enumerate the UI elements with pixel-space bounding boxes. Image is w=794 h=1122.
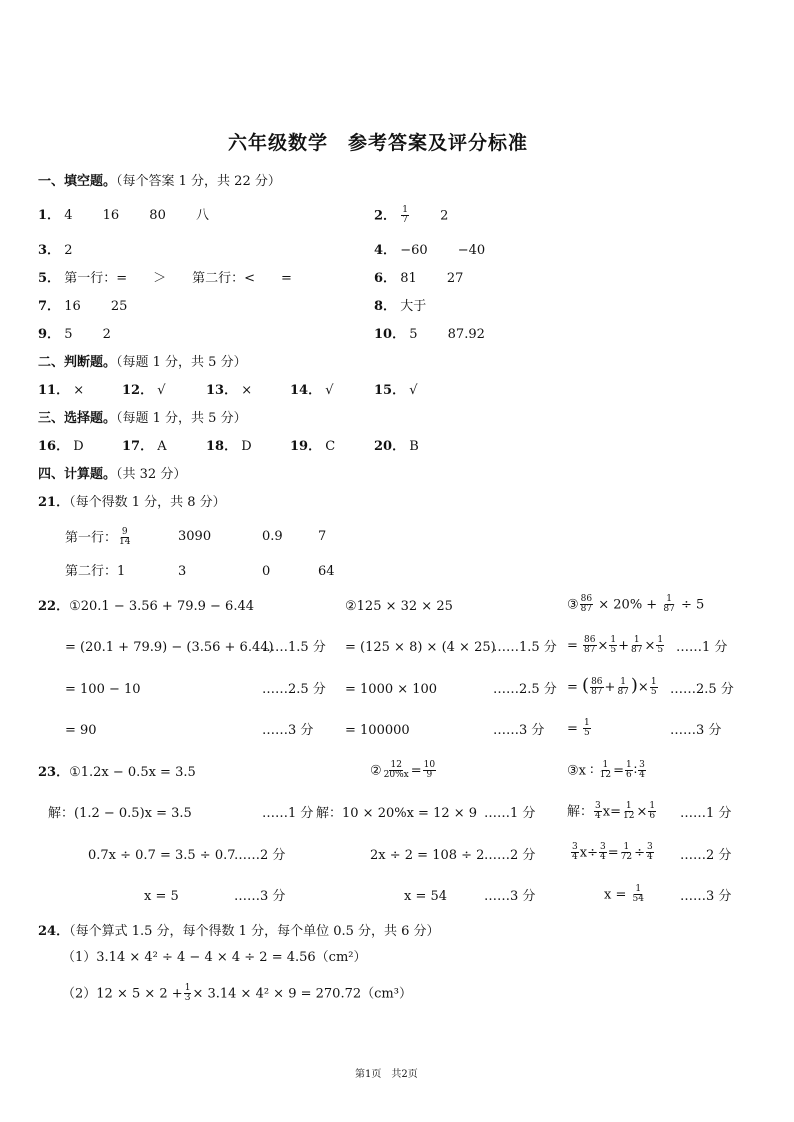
answer-q4	[374, 244, 485, 257]
section-calc-note: （共 32 分）	[116, 467, 187, 482]
q4-number: 4．	[374, 243, 397, 258]
section-fill-heading	[38, 175, 281, 188]
q23-c2-line2: 解：10 × 20%x = 12 × 9	[316, 806, 478, 821]
q22-c1-line4: = 90	[65, 723, 97, 738]
q22-c2-line2: = (125 × 8) × (4 × 25)	[345, 640, 496, 655]
q21-r1-d: 7	[318, 529, 327, 544]
page-title: 六年级数学 参考答案及评分标准	[228, 132, 529, 154]
judge-15: 15． √	[374, 383, 418, 398]
answer-q7	[38, 300, 127, 313]
q10-b: 87.92	[447, 327, 485, 342]
q21-r2-d: 64	[318, 564, 335, 579]
choice-17: 17． A	[122, 439, 167, 454]
q22-c2-score3: ……3 分	[493, 723, 545, 738]
q23-c1-line2: 解：(1.2 − 0.5)x = 3.5	[48, 806, 192, 821]
q21-r2-c: 0	[262, 564, 271, 579]
q8-a: 大于	[400, 299, 427, 314]
judge-12: 12． √	[122, 383, 166, 398]
q6-number: 6．	[374, 271, 397, 286]
section-choice-title: 三、选择题。	[38, 411, 117, 426]
answer-q2	[374, 206, 448, 226]
q2-b: 2	[440, 208, 449, 224]
q4-a: −60	[400, 243, 428, 258]
q22-c3-line1: ③ $\frac{86}{87}$ × 20% + $\frac{1}{87}$ ÷ 5	[567, 594, 705, 615]
q22-c1-score2: ……2.5 分	[262, 682, 326, 697]
q4-b: −40	[457, 243, 486, 258]
q23-c3-line2: 解： $\frac{3}{4}$ x= $\frac{1}{12}$ × $\frac{1}{6}$	[567, 801, 656, 822]
q23-c1-line3: 0.7x ÷ 0.7 = 3.5 ÷ 0.7	[88, 848, 236, 863]
answer-q1	[38, 209, 209, 222]
q2-number: 2．	[374, 208, 397, 224]
section-calc-title: 四、计算题。	[38, 467, 117, 482]
section-choice-note: （每题 1 分，共 5 分）	[116, 411, 247, 426]
q24-heading	[38, 925, 440, 938]
q23-c2-score1: ……1 分	[484, 806, 536, 821]
q23-c1-score3: ……3 分	[234, 889, 286, 904]
q23-c3-line3: $\frac{3}{4}$ x÷ $\frac{3}{4}$ = $\frac{1}{72}$ ÷ $\frac{3}{4}$	[572, 842, 653, 863]
choice-18: 18． D	[206, 439, 252, 454]
q23-c1-score2: ……2 分	[234, 848, 286, 863]
answer-q9	[38, 328, 111, 341]
q22-c3-score3: ……3 分	[670, 723, 722, 738]
choice-16: 16． D	[38, 439, 84, 454]
q6-a: 81	[400, 271, 417, 286]
judge-11: 11． ×	[38, 383, 85, 398]
q5-text: 第一行：= ＞ 第二行：< =	[64, 271, 292, 286]
answer-q10	[374, 328, 485, 341]
q22-c3-line3: = ( $\frac{86}{87}$ + $\frac{1}{87}$ )× $\frac{1}{5}$	[567, 675, 657, 697]
q7-b: 25	[110, 299, 128, 314]
q7-number: 7．	[38, 299, 61, 314]
q22-c3-score2: ……2.5 分	[670, 682, 734, 697]
q22-c1-score3: ……3 分	[262, 723, 314, 738]
q22-c1-line3: = 100 − 10	[65, 682, 141, 697]
q23-c2-score3: ……3 分	[484, 889, 536, 904]
q9-a: 5	[64, 327, 73, 342]
q21-r1-c: 0.9	[262, 529, 283, 544]
q23-c3-score1: ……1 分	[680, 806, 732, 821]
q24-line1: （1）3.14 × 4² ÷ 4 − 4 × 4 ÷ 2 = 4.56（cm²）	[62, 950, 367, 965]
q23-c3-line1: ③x ∶ $\frac{1}{12}$ = $\frac{1}{6}$ ∶ $\frac{3}{4}$	[567, 760, 645, 781]
answer-q6	[374, 272, 463, 285]
q21-r1-b: 3090	[178, 529, 212, 544]
q24-number: 24．	[38, 924, 70, 939]
q23-c3-score2: ……2 分	[680, 848, 732, 863]
q23-c3-line4: x = $\frac{1}{54}$	[604, 884, 644, 905]
section-calc-heading	[38, 468, 186, 481]
q1-number: 1．	[38, 208, 61, 223]
choice-20: 20． B	[374, 439, 419, 454]
q24-line2: （2）12 × 5 × 2 + $\frac{1}{3}$ × 3.14 × 4² × 9 = 270.72（cm³）	[62, 983, 412, 1004]
q23-c2-score2: ……2 分	[484, 848, 536, 863]
q21-heading	[38, 496, 226, 509]
section-fill-note: （每个答案 1 分，共 22 分）	[116, 174, 281, 189]
q9-b: 2	[102, 327, 111, 342]
q22-c2-line4: = 100000	[345, 723, 410, 738]
q1-c: 80	[149, 208, 166, 223]
q22-c1-score1: ……1.5 分	[262, 640, 326, 655]
q23-c3-score3: ……3 分	[680, 889, 732, 904]
q10-a: 5	[409, 327, 418, 342]
answer-q8	[374, 300, 426, 313]
q21-number: 21．	[38, 495, 70, 510]
q7-a: 16	[64, 299, 81, 314]
q22-c2-line3: = 1000 × 100	[345, 682, 438, 697]
q1-a: 4	[64, 208, 73, 223]
q21-r2-b: 3	[178, 564, 187, 579]
judge-13: 13． ×	[206, 383, 253, 398]
q22-c2-score1: ……1.5 分	[493, 640, 557, 655]
q23-c2-line3: 2x ÷ 2 = 108 ÷ 2	[370, 848, 485, 863]
page-footer: 第1页 共2页	[355, 1069, 418, 1080]
q23-c2-line4: x = 54	[404, 889, 448, 904]
q23-c1-line4: x = 5	[144, 889, 179, 904]
q22-c1-line2: = (20.1 + 79.9) − (3.56 + 6.44)	[65, 640, 274, 655]
q21-row1: 第一行： $\frac{9}{14}$	[65, 527, 131, 548]
q21-fraction: $\frac{9}{14}$	[119, 527, 131, 548]
q23-c1-line1: 23．①1.2x − 0.5x = 3.5	[38, 765, 196, 780]
q6-b: 27	[446, 271, 464, 286]
q21-note: （每个得数 1 分，共 8 分）	[69, 495, 226, 510]
section-judge-heading	[38, 356, 247, 369]
q3-a: 2	[64, 243, 73, 258]
q21-r2-label: 第二行：1	[65, 564, 126, 579]
q3-number: 3．	[38, 243, 61, 258]
q10-number: 10．	[374, 327, 406, 342]
section-judge-title: 二、判断题。	[38, 355, 117, 370]
q22-c3-score1: ……1 分	[676, 640, 728, 655]
q1-b: 16	[102, 208, 120, 223]
q24-note: （每个算式 1.5 分，每个得数 1 分，每个单位 0.5 分，共 6 分）	[69, 924, 440, 939]
q2-fraction: $\frac{1}{7}$	[402, 205, 408, 226]
answer-q3	[38, 244, 72, 257]
q23-c2-line1: ② $\frac{12}{20\%x}$ = $\frac{10}{9}$	[370, 760, 436, 781]
section-fill-title: 一、填空题。	[38, 174, 117, 189]
q23-c1-score1: ……1 分	[262, 806, 314, 821]
section-choice-heading	[38, 412, 247, 425]
section-judge-note: （每题 1 分，共 5 分）	[116, 355, 247, 370]
q5-number: 5．	[38, 271, 61, 286]
q9-number: 9．	[38, 327, 61, 342]
q22-c2-score2: ……2.5 分	[493, 682, 557, 697]
q1-d: 八	[195, 208, 209, 223]
q22-c3-line4: = $\frac{1}{5}$	[567, 718, 590, 739]
q8-number: 8．	[374, 299, 397, 314]
answer-q5	[38, 272, 292, 285]
judge-14: 14． √	[290, 383, 334, 398]
q22-c1-line1: 22．①20.1 − 3.56 + 79.9 − 6.44	[38, 599, 255, 614]
q22-c2-line1: ②125 × 32 × 25	[345, 599, 453, 614]
q22-c3-line2: = $\frac{86}{87}$ × $\frac{1}{5}$ + $\frac{1}{87}$ × $\frac{1}{5}$	[567, 635, 664, 656]
choice-19: 19． C	[290, 439, 336, 454]
